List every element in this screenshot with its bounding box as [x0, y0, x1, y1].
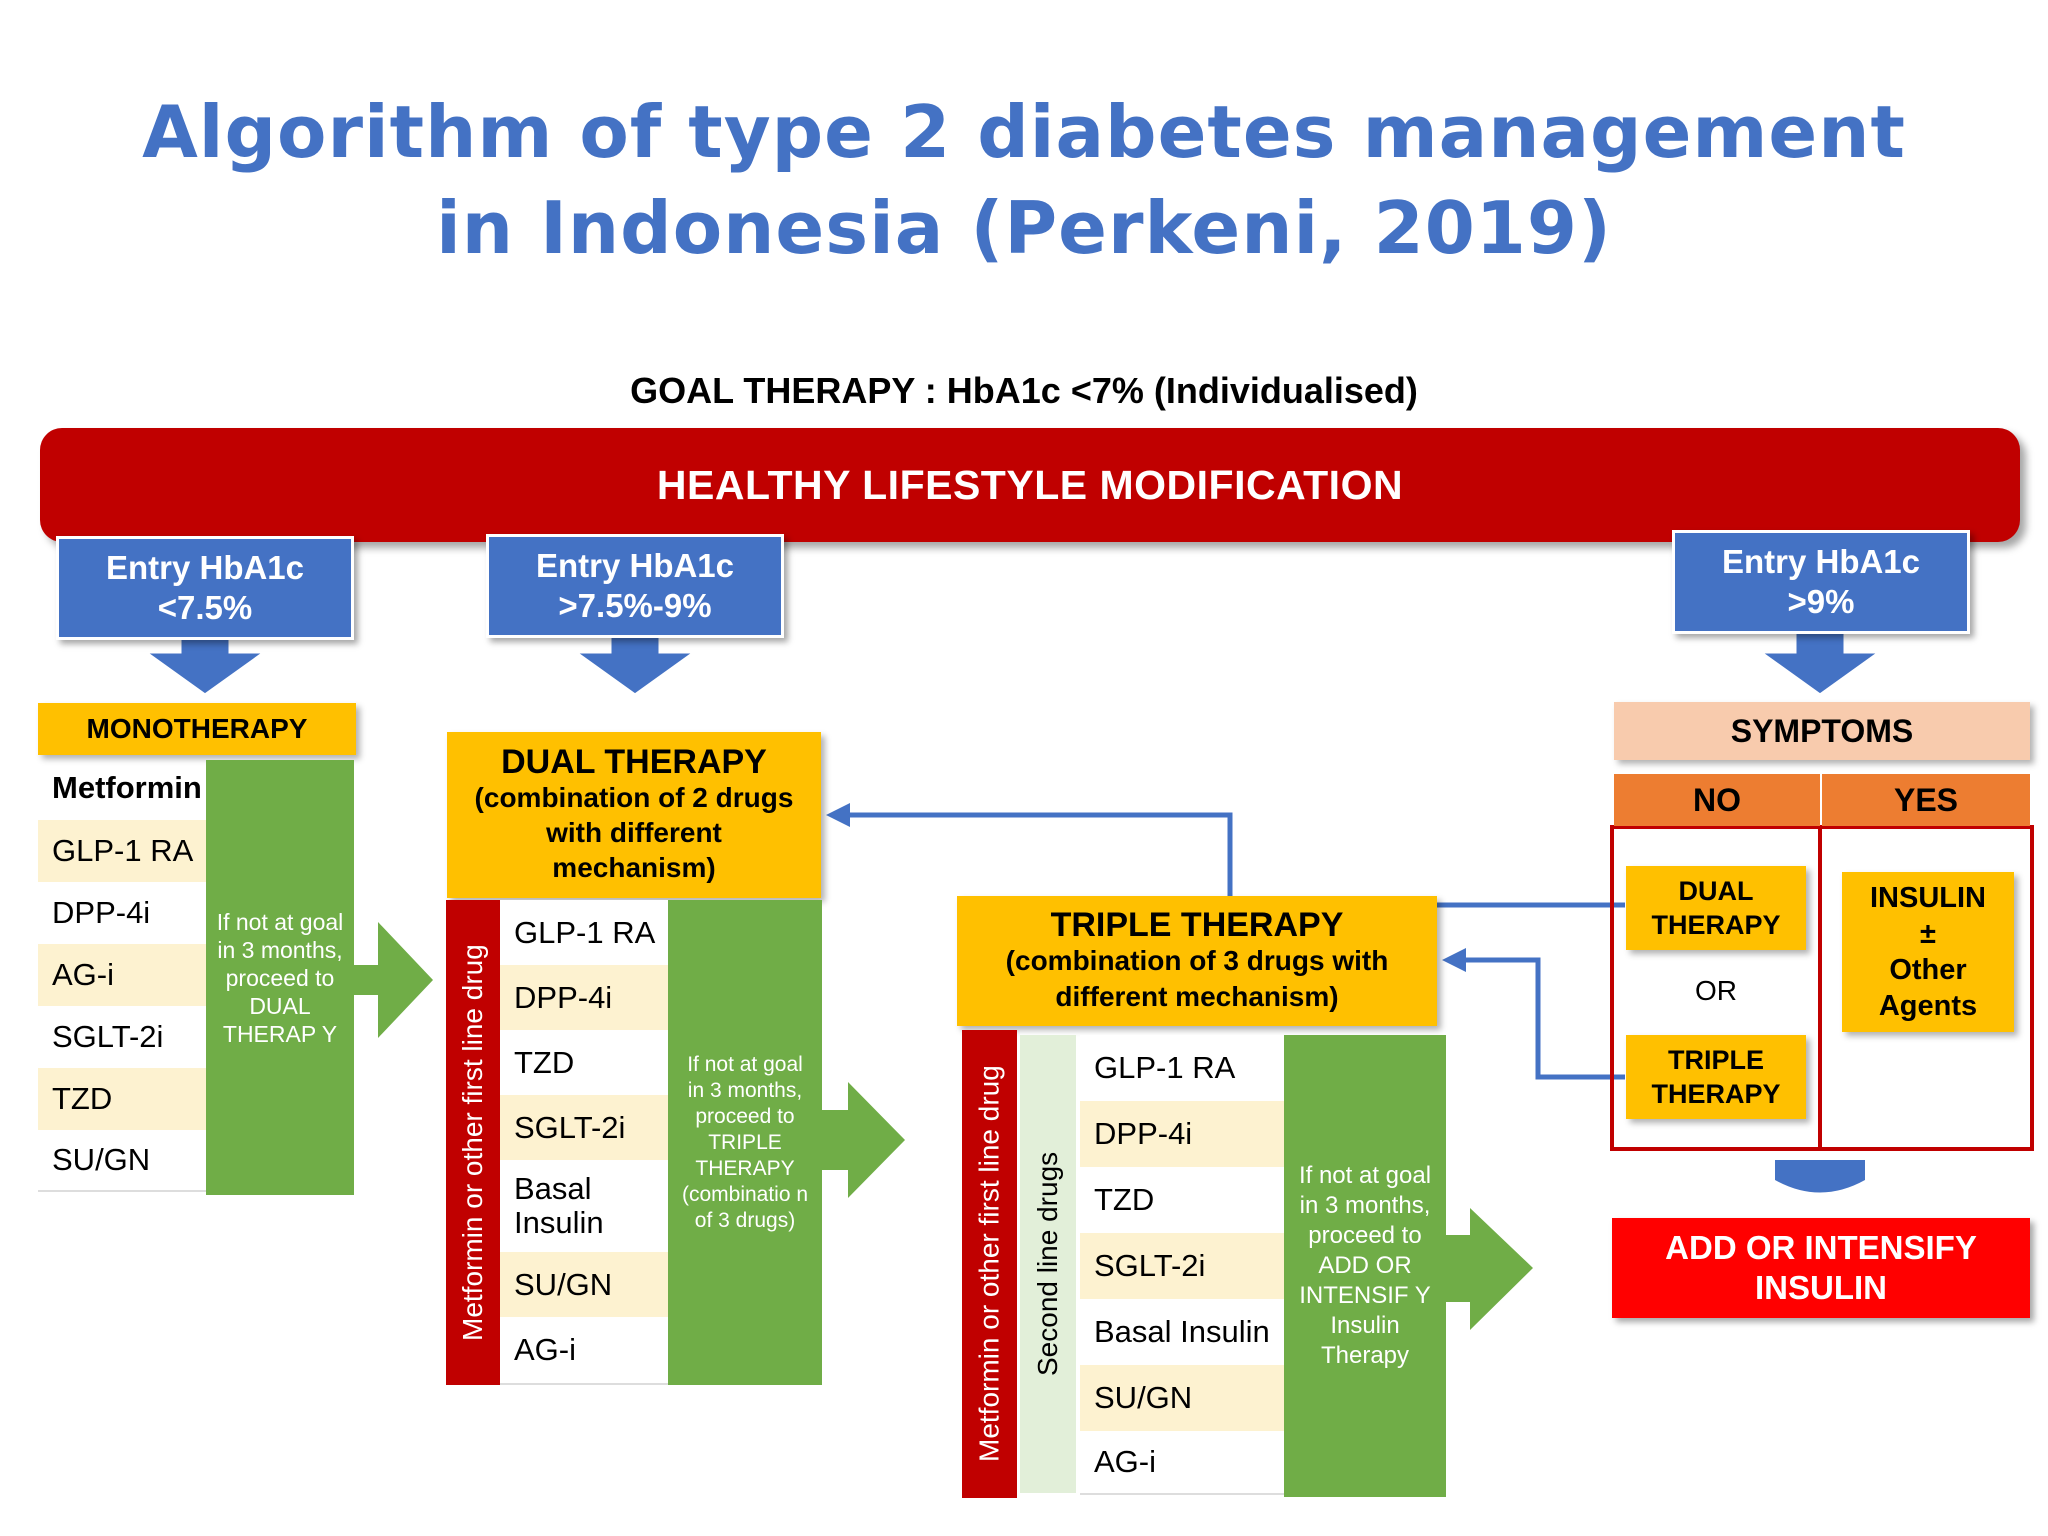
symptom-dual-connector [835, 815, 1625, 905]
entry-high-line1: Entry HbA1c [1721, 543, 1921, 580]
title-line-2: in Indonesia (Perkeni, 2019) [436, 186, 1612, 270]
mono-drug-row: GLP-1 RA [38, 820, 206, 882]
goal-therapy-label: GOAL THERAPY : HbA1c <7% (Individualised) [630, 370, 1418, 411]
dual-to-triple-arrow [822, 1082, 905, 1198]
triple-drug-row: SU/GN [1080, 1365, 1284, 1431]
final-line1: ADD OR INTENSIFY [1665, 1229, 1977, 1266]
option-triple-therapy [1626, 1035, 1806, 1119]
add-intensify-insulin-box [1612, 1218, 2030, 1318]
symptom-triple-arrowhead [1442, 948, 1466, 972]
symptoms-no-header: NO [1614, 774, 1820, 826]
mono-drug-row: DPP-4i [38, 882, 206, 944]
dual-header-line4: mechanism) [552, 852, 716, 883]
option-insulin-line1: INSULIN [1870, 882, 1986, 914]
option-insulin [1842, 872, 2014, 1032]
dual-drug-row: SU/GN [500, 1252, 668, 1317]
triple-to-insulin-arrow [1445, 1208, 1533, 1330]
option-or-label: OR [1695, 975, 1737, 1006]
option-triple-line1: TRIPLE [1667, 1045, 1764, 1075]
mono-drug-row: SGLT-2i [38, 1006, 206, 1068]
title-line-1: Algorithm of type 2 diabetes management [142, 90, 1906, 174]
triple-drug-row: SGLT-2i [1080, 1233, 1284, 1299]
entry-low-line2: <7.5% [157, 589, 253, 626]
mono-drug-row: SU/GN [38, 1130, 206, 1192]
lifestyle-banner: HEALTHY LIFESTYLE MODIFICATION [40, 428, 2020, 542]
triple-drug-row: Basal Insulin [1080, 1299, 1284, 1365]
triple-second-line-label: Second line drugs [1020, 1035, 1076, 1493]
entry-mid-line2: >7.5%-9% [558, 587, 712, 624]
entry-box-low [56, 536, 354, 640]
dual-header-line3: with different [546, 817, 722, 848]
final-line2: INSULIN [1755, 1269, 1887, 1306]
dual-therapy-header [447, 732, 821, 898]
symptoms-header: SYMPTOMS [1614, 702, 2030, 760]
option-insulin-line4: Agents [1878, 990, 1978, 1022]
dual-first-line-label: Metformin or other first line drug [446, 900, 500, 1385]
entry-mid-line1: Entry HbA1c [535, 547, 735, 584]
dual-drug-row: Basal Insulin [500, 1160, 668, 1252]
dual-drug-row: DPP-4i [500, 965, 668, 1030]
symptoms-to-final-arrow [1775, 1160, 1865, 1193]
dual-header-title: DUAL THERAPY [501, 743, 767, 781]
mono-first-drug: Metformin [52, 770, 202, 805]
option-triple-line2: THERAPY [1651, 1079, 1781, 1109]
symptom-dual-arrowhead [826, 803, 850, 827]
triple-header-title: TRIPLE THERAPY [1050, 906, 1344, 944]
option-insulin-line2: ± [1920, 918, 1936, 950]
symptom-triple-connector [1452, 960, 1625, 1077]
triple-therapy-header [957, 896, 1437, 1026]
entry-high-line2: >9% [1787, 583, 1855, 620]
triple-header-line2: (combination of 3 drugs with [1005, 945, 1389, 976]
option-dual-line1: DUAL [1678, 876, 1754, 906]
dual-drug-row: AG-i [500, 1317, 668, 1385]
triple-drug-row: DPP-4i [1080, 1101, 1284, 1167]
triple-first-line-label: Metformin or other first line drug [962, 1030, 1017, 1498]
entry-2-down-arrow [575, 632, 695, 695]
monotherapy-header: MONOTHERAPY [38, 703, 356, 755]
dual-drug-row: TZD [500, 1030, 668, 1095]
dual-drug-row: GLP-1 RA [500, 900, 668, 965]
triple-drug-row: TZD [1080, 1167, 1284, 1233]
dual-drug-row: SGLT-2i [500, 1095, 668, 1160]
triple-note: If not at goal in 3 months, proceed to ADD OR INTENSIF Y Insulin Therapy [1284, 1035, 1446, 1497]
entry-box-mid [486, 534, 784, 638]
mono-note: If not at goal in 3 months, proceed to DUAL THERAP Y [206, 760, 354, 1195]
option-dual-therapy [1626, 866, 1806, 950]
triple-header-line3: different mechanism) [1055, 981, 1339, 1012]
triple-drug-row: AG-i [1080, 1431, 1284, 1495]
entry-1-down-arrow [145, 632, 265, 695]
option-dual-line2: THERAPY [1651, 910, 1781, 940]
entry-low-line1: Entry HbA1c [105, 549, 305, 586]
symptoms-yes-header: YES [1822, 774, 2030, 826]
option-insulin-line3: Other [1889, 954, 1967, 986]
dual-note: If not at goal in 3 months, proceed to TRIPLE THERAPY (combinatio n of 3 drugs) [668, 900, 822, 1385]
entry-box-high [1672, 530, 1970, 634]
triple-drug-row: GLP-1 RA [1080, 1035, 1284, 1101]
mono-drug-row: TZD [38, 1068, 206, 1130]
mono-drug-row: AG-i [38, 944, 206, 1006]
dual-header-line2: (combination of 2 drugs [474, 782, 794, 813]
entry-3-down-arrow [1760, 632, 1880, 695]
